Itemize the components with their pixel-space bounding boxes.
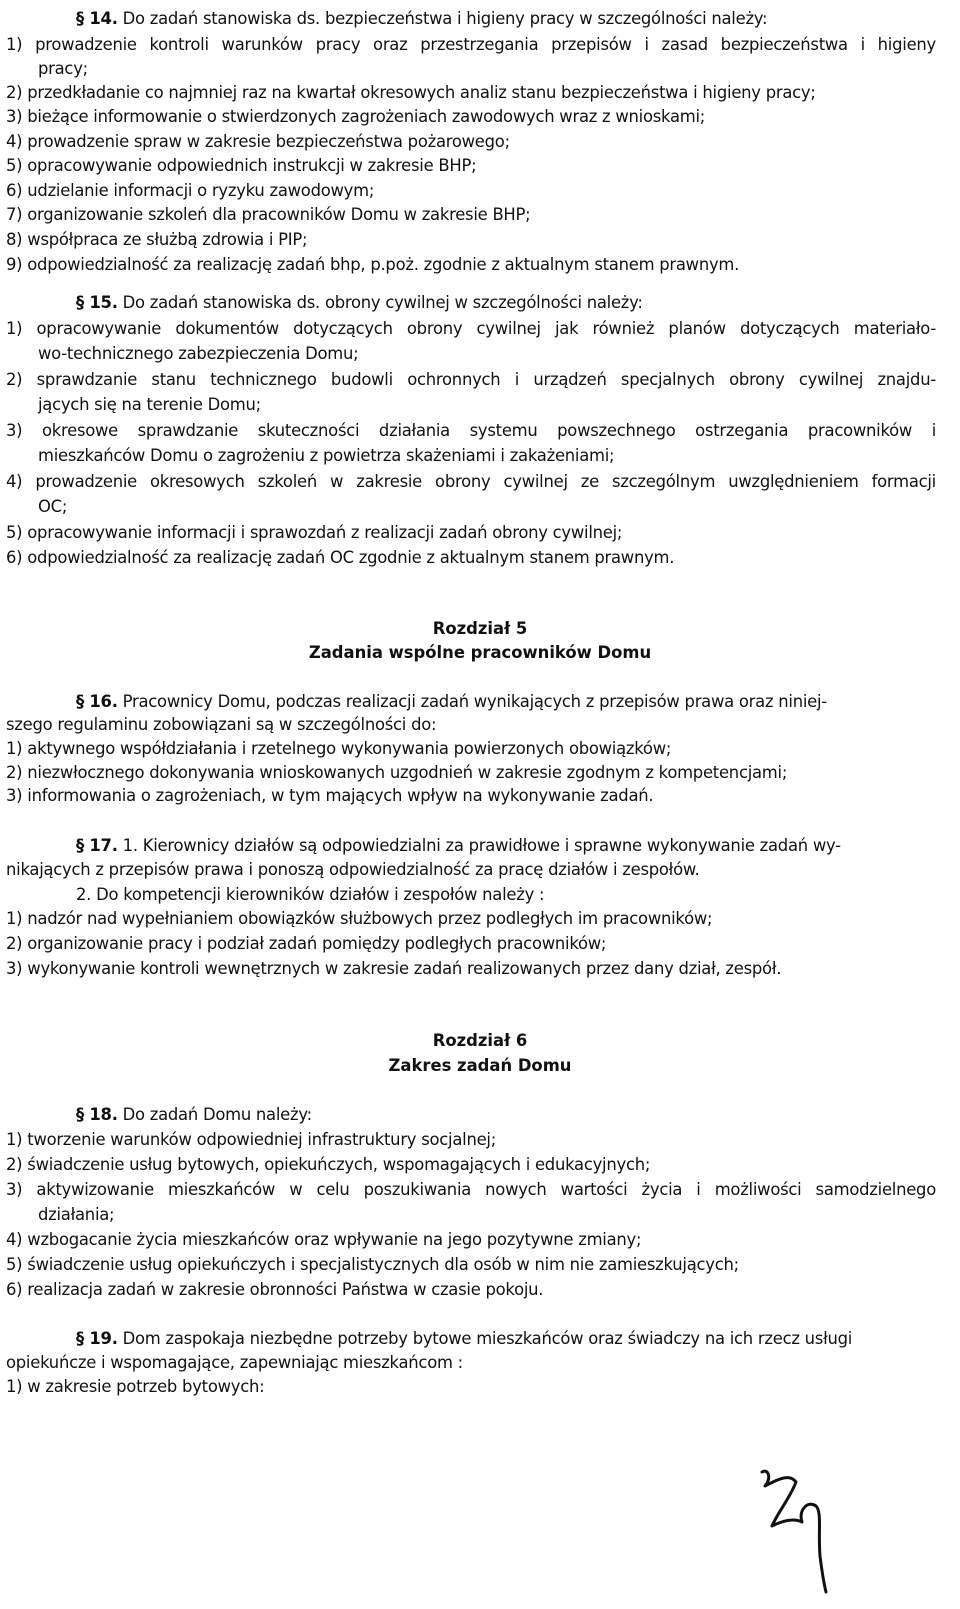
chapter-title: Zadania wspólne pracowników Domu <box>308 643 652 662</box>
list-item: 2) niezwłocznego dokonywania wnioskowanych uzgodnień w zakresie zgodnym z kompetencjami; <box>6 763 788 782</box>
paragraph-text: szego regulaminu zobowiązani są w szczególności do: <box>6 715 437 734</box>
list-item: 1) aktywnego współdziałania i rzetelnego wykonywania powierzonych obowiązków; <box>6 739 672 758</box>
list-item: 2) sprawdzanie stanu technicznego budowli ochronnych i urządzeń specjalnych obrony cywilnej znajdu- <box>6 370 936 389</box>
list-item: 6) odpowiedzialność za realizację zadań OC zgodnie z aktualnym stanem prawnym. <box>6 548 675 567</box>
paragraph-text: opiekuńcze i wspomagające, zapewniając mieszkańcom : <box>6 1353 463 1372</box>
list-item-continuation: OC; <box>38 497 68 516</box>
list-item: 2) organizowanie pracy i podział zadań pomiędzy podległych pracowników; <box>6 934 607 953</box>
list-item: 4) wzbogacanie życia mieszkańców oraz wpływanie na jego pozytywne zmiany; <box>6 1230 642 1249</box>
paragraph-19-heading: § 19. Dom zaspokaja niezbędne potrzeby bytowe mieszkańców oraz świadczy na ich rzecz usługi <box>76 1329 853 1348</box>
list-item: 3) informowania o zagrożeniach, w tym mających wpływ na wykonywanie zadań. <box>6 786 654 805</box>
list-item: 1) nadzór nad wypełnianiem obowiązków służbowych przez podległych im pracowników; <box>6 909 713 928</box>
list-item: 3) okresowe sprawdzanie skuteczności działania systemu powszechnego ostrzegania pracowników i <box>6 421 936 440</box>
handwritten-signature <box>750 1460 850 1600</box>
list-item-continuation: mieszkańców Domu o zagrożeniu z powietrza skażeniami i zakażeniami; <box>38 446 615 465</box>
list-item: 6) udzielanie informacji o ryzyku zawodowym; <box>6 181 375 200</box>
list-item: 5) opracowywanie informacji i sprawozdań z realizacji zadań obrony cywilnej; <box>6 523 623 542</box>
list-item: 1) tworzenie warunków odpowiedniej infrastruktury socjalnej; <box>6 1130 496 1149</box>
list-item: 3) wykonywanie kontroli wewnętrznych w zakresie zadań realizowanych przez dany dział, zespół. <box>6 959 782 978</box>
list-item: 1) w zakresie potrzeb bytowych: <box>6 1377 265 1396</box>
list-item-continuation: pracy; <box>38 59 88 78</box>
list-item: 1) opracowywanie dokumentów dotyczących obrony cywilnej jak również planów dotyczących materiało- <box>6 319 936 338</box>
paragraph-14-heading: § 14. Do zadań stanowiska ds. bezpieczeństwa i higieny pracy w szczególności należy: <box>76 9 768 28</box>
list-item: 5) opracowywanie odpowiednich instrukcji w zakresie BHP; <box>6 156 477 175</box>
list-item: 3) bieżące informowanie o stwierdzonych zagrożeniach zawodowych wraz z wnioskami; <box>6 107 706 126</box>
paragraph-text: 2. Do kompetencji kierowników działów i zespołów należy : <box>76 885 545 904</box>
list-item: 3) aktywizowanie mieszkańców w celu poszukiwania nowych wartości życia i możliwości samodzielnego <box>6 1180 936 1199</box>
paragraph-text: nikających z przepisów prawa i ponoszą odpowiedzialność za pracę działów i zespołów. <box>6 860 700 879</box>
list-item: 9) odpowiedzialność za realizację zadań bhp, p.poż. zgodnie z aktualnym stanem prawnym. <box>6 255 740 274</box>
list-item: 1) prowadzenie kontroli warunków pracy oraz przestrzegania przepisów i zasad bezpieczeństwa i higieny <box>6 35 936 54</box>
list-item: 5) świadczenie usług opiekuńczych i specjalistycznych dla osób w nim nie zamieszkujących; <box>6 1255 739 1274</box>
list-item: 2) przedkładanie co najmniej raz na kwartał okresowych analiz stanu bezpieczeństwa i higieny pracy; <box>6 83 816 102</box>
paragraph-17-heading: § 17. 1. Kierownicy działów są odpowiedzialni za prawidłowe i sprawne wykonywanie zadań wy- <box>76 836 841 855</box>
list-item: 4) prowadzenie okresowych szkoleń w zakresie obrony cywilnej ze szczególnym uwzględnieniem formacji <box>6 472 936 491</box>
paragraph-15-heading: § 15. Do zadań stanowiska ds. obrony cywilnej w szczególności należy: <box>76 293 643 312</box>
chapter-number: Rozdział 6 <box>432 1031 528 1050</box>
list-item: 2) świadczenie usług bytowych, opiekuńczych, wspomagających i edukacyjnych; <box>6 1155 651 1174</box>
list-item: 6) realizacja zadań w zakresie obronności Państwa w czasie pokoju. <box>6 1280 544 1299</box>
paragraph-16-heading: § 16. Pracownicy Domu, podczas realizacji zadań wynikających z przepisów prawa oraz niniej- <box>76 692 827 711</box>
list-item-continuation: wo-technicznego zabezpieczenia Domu; <box>38 344 359 363</box>
chapter-number: Rozdział 5 <box>432 619 528 638</box>
list-item: 7) organizowanie szkoleń dla pracowników Domu w zakresie BHP; <box>6 205 531 224</box>
list-item-continuation: działania; <box>38 1205 115 1224</box>
chapter-title: Zakres zadań Domu <box>388 1056 572 1075</box>
list-item-continuation: jących się na terenie Domu; <box>38 395 261 414</box>
list-item: 8) współpraca ze służbą zdrowia i PIP; <box>6 230 308 249</box>
list-item: 4) prowadzenie spraw w zakresie bezpieczeństwa pożarowego; <box>6 132 510 151</box>
paragraph-18-heading: § 18. Do zadań Domu należy: <box>76 1105 312 1124</box>
